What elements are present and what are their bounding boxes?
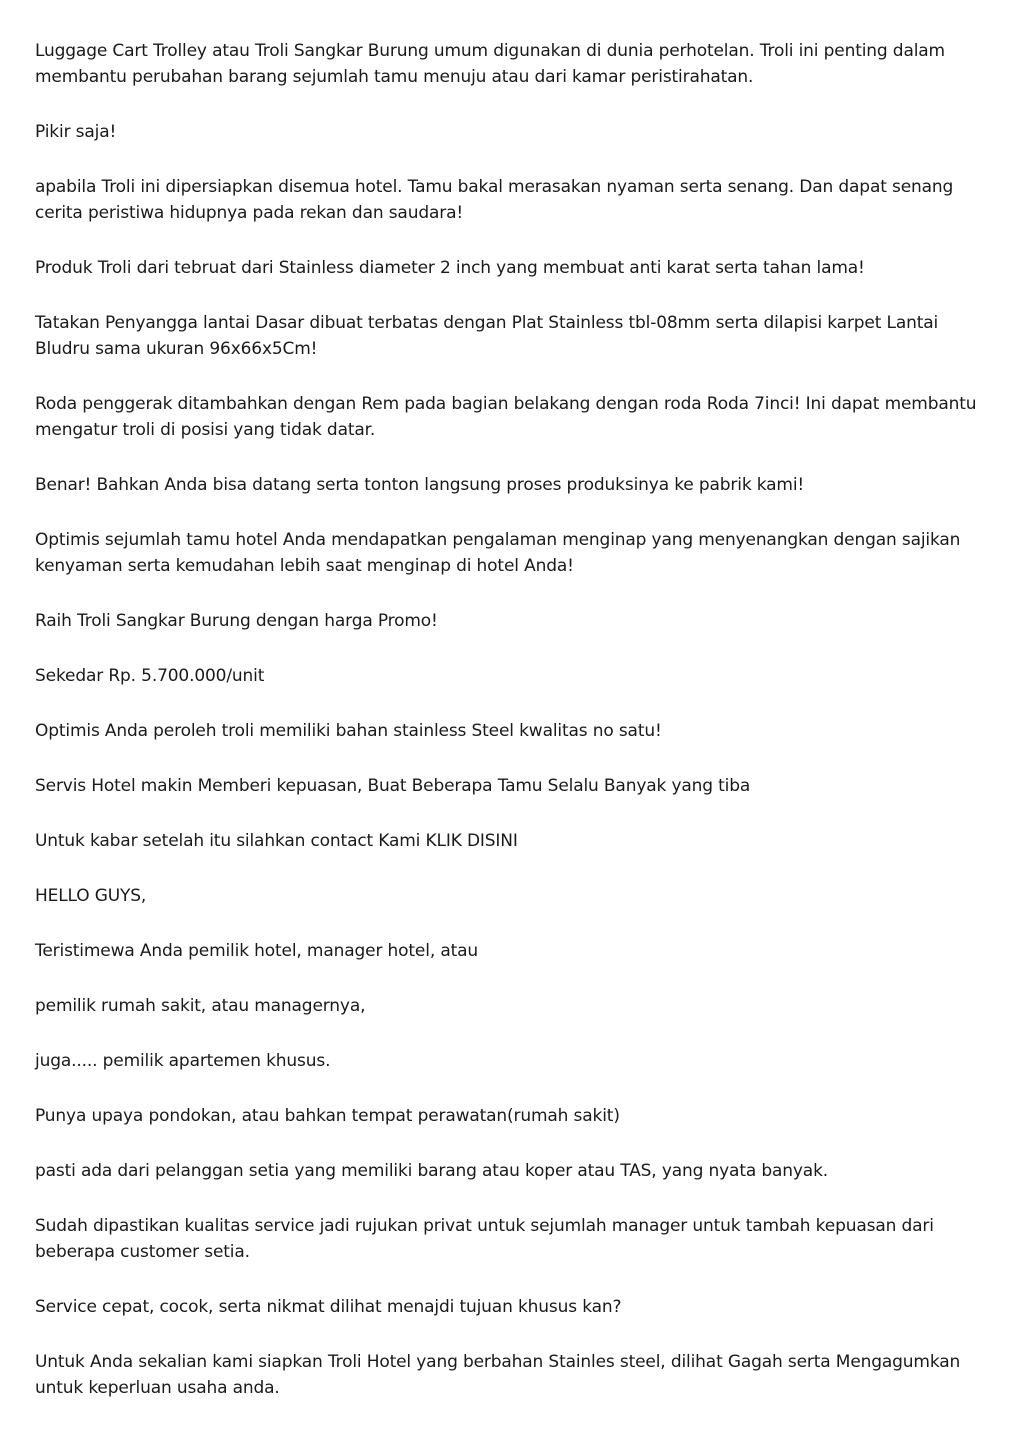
paragraph-offer: Untuk Anda sekalian kami siapkan Troli Hotel yang berbahan Stainles steel, dilihat Gagah serta Mengagumkan untuk keperluan usaha anda.: [35, 1352, 961, 1398]
paragraph-audience-apartment: juga..... pemilik apartemen khusus.: [35, 1051, 331, 1071]
paragraph-material: Produk Troli dari tebruat dari Stainless diameter 2 inch yang membuat anti karat serta tahan lama!: [35, 258, 865, 278]
paragraph-hotel-comfort: apabila Troli ini dipersiapkan disemua hotel. Tamu bakal merasakan nyaman serta senang. Dan dapat senang cerita peristiwa hidupnya pada rekan dan saudara!: [35, 177, 954, 223]
paragraph-quality: Optimis Anda peroleh troli memiliki bahan stainless Steel kwalitas no satu!: [35, 721, 662, 741]
paragraph-price: Sekedar Rp. 5.700.000/unit: [35, 666, 265, 686]
paragraph-audience-hotel: Teristimewa Anda pemilik hotel, manager hotel, atau: [35, 941, 478, 961]
paragraph-pikir-saja: Pikir saja!: [35, 122, 117, 142]
paragraph-wheels: Roda penggerak ditambahkan dengan Rem pada bagian belakang dengan roda Roda 7inci! Ini dapat membantu mengatur troli di posisi yang tidak datar.: [35, 394, 977, 440]
paragraph-intro: Luggage Cart Trolley atau Troli Sangkar Burung umum digunakan di dunia perhotelan. Troli ini penting dalam membantu perubahan barang sejumlah tamu menuju atau dari kamar peristirahatan.: [35, 41, 945, 87]
paragraph-business: Punya upaya pondokan, atau bahkan tempat perawatan(rumah sakit): [35, 1106, 620, 1126]
paragraph-service: Servis Hotel makin Memberi kepuasan, Buat Beberapa Tamu Selalu Banyak yang tiba: [35, 776, 751, 796]
paragraph-base-plate: Tatakan Penyangga lantai Dasar dibuat terbatas dengan Plat Stainless tbl-08mm serta dilapisi karpet Lantai Bludru sama ukuran 96x66x5Cm!: [35, 313, 939, 359]
paragraph-service-quality: Sudah dipastikan kualitas service jadi rujukan privat untuk sejumlah manager untuk tambah kepuasan dari beberapa customer setia.: [35, 1216, 934, 1262]
paragraph-greeting: HELLO GUYS,: [35, 886, 147, 906]
paragraph-guest-experience: Optimis sejumlah tamu hotel Anda mendapatkan pengalaman menginap yang menyenangkan dengan sajikan kenyaman serta kemudahan lebih saat menginap di hotel Anda!: [35, 530, 961, 576]
paragraph-promo: Raih Troli Sangkar Burung dengan harga Promo!: [35, 611, 438, 631]
paragraph-audience-hospital: pemilik rumah sakit, atau managernya,: [35, 996, 366, 1016]
paragraph-service-goal: Service cepat, cocok, serta nikmat dilihat menajdi tujuan khusus kan?: [35, 1297, 622, 1317]
paragraph-customers: pasti ada dari pelanggan setia yang memiliki barang atau koper atau TAS, yang nyata banyak.: [35, 1161, 829, 1181]
paragraph-factory-visit: Benar! Bahkan Anda bisa datang serta tonton langsung proses produksinya ke pabrik kami!: [35, 475, 805, 495]
paragraph-contact: Untuk kabar setelah itu silahkan contact Kami KLIK DISINI: [35, 831, 518, 851]
